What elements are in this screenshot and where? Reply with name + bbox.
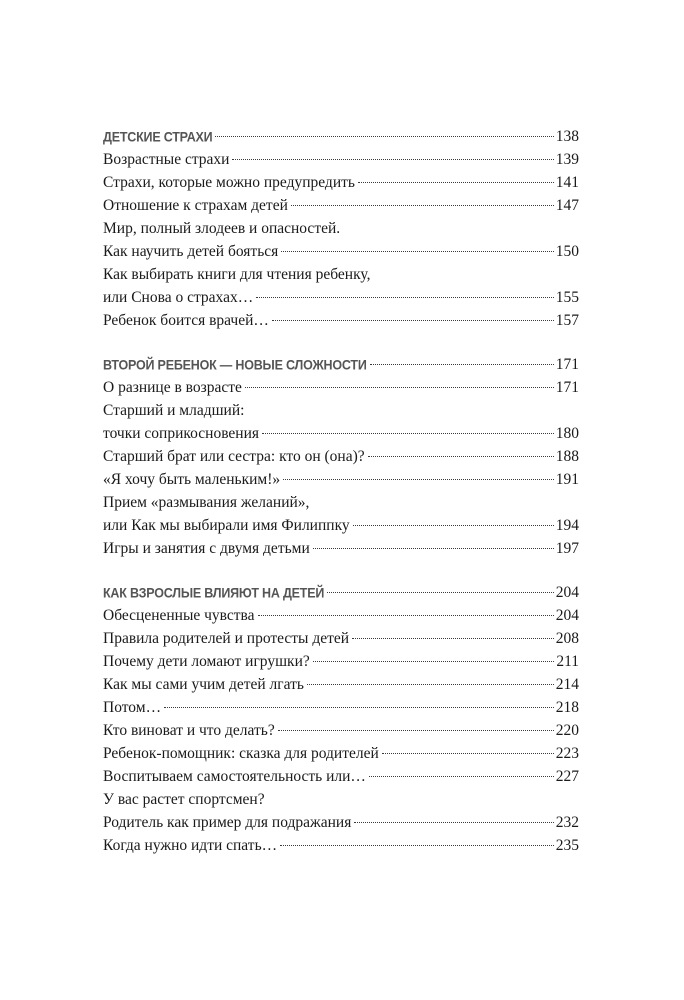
toc-title: «Я хочу быть маленьким!»	[103, 471, 281, 488]
toc-page-number: 204	[555, 607, 579, 624]
toc-page-number: 157	[555, 312, 579, 329]
toc-title: Отношение к страхам детей	[103, 197, 288, 214]
toc-title: Ребенок боится врачей…	[103, 312, 269, 329]
toc-title: КАК ВЗРОСЛЫЕ ВЛИЯЮТ НА ДЕТЕЙ	[103, 585, 325, 601]
toc-title: Игры и занятия с двумя детьми	[103, 540, 310, 557]
dot-leader	[370, 364, 554, 365]
dot-leader	[352, 638, 554, 639]
toc-title: Ребенок-помощник: сказка для родителей	[103, 745, 379, 762]
dot-leader	[327, 592, 554, 593]
toc-title: Обесцененные чувства	[103, 607, 255, 624]
table-of-contents	[103, 125, 579, 878]
toc-title: или Как мы выбирали имя Филиппку	[103, 517, 350, 534]
dot-leader	[281, 251, 553, 252]
toc-title: Когда нужно идти спать…	[103, 837, 278, 854]
toc-section-heading	[103, 581, 579, 604]
toc-page-number: 223	[555, 745, 579, 762]
toc-section	[103, 353, 579, 560]
dot-leader	[258, 615, 554, 616]
toc-page-number: 138	[555, 128, 579, 145]
dot-leader	[368, 456, 554, 457]
dot-leader	[354, 822, 553, 823]
toc-page-number: 194	[555, 517, 579, 534]
toc-entry	[103, 263, 579, 286]
toc-entry	[103, 445, 579, 468]
toc-page-number: 147	[555, 197, 579, 214]
toc-title: Родитель как пример для подражания	[103, 814, 352, 831]
toc-entry	[103, 286, 579, 309]
toc-title: Потом…	[103, 699, 162, 716]
dot-leader	[272, 320, 554, 321]
toc-entry	[103, 217, 579, 240]
dot-leader	[256, 297, 554, 298]
dot-leader	[232, 159, 553, 160]
toc-title: Как мы сами учим детей лгать	[103, 676, 304, 693]
toc-page-number: 208	[555, 630, 579, 647]
toc-title: Старший брат или сестра: кто он (она)?	[103, 448, 365, 465]
toc-entry	[103, 537, 579, 560]
toc-section-heading	[103, 353, 579, 376]
toc-entry	[103, 240, 579, 263]
toc-page-number: 171	[555, 356, 579, 373]
toc-entry	[103, 650, 579, 673]
toc-title: Кто виноват и что делать?	[103, 722, 275, 739]
toc-entry	[103, 468, 579, 491]
toc-entry	[103, 148, 579, 171]
toc-entry	[103, 742, 579, 765]
toc-entry	[103, 811, 579, 834]
toc-page-number: 235	[555, 837, 579, 854]
toc-page-number: 150	[555, 243, 579, 260]
toc-page-number: 171	[555, 379, 579, 396]
toc-section	[103, 125, 579, 332]
toc-entry	[103, 194, 579, 217]
toc-entry	[103, 788, 579, 811]
toc-entry	[103, 491, 579, 514]
toc-title: ДЕТСКИЕ СТРАХИ	[103, 129, 213, 145]
toc-entry	[103, 765, 579, 788]
toc-entry	[103, 673, 579, 696]
toc-title: Мир, полный злодеев и опасностей.	[103, 220, 341, 237]
toc-page-number: 211	[556, 653, 579, 670]
dot-leader	[353, 525, 554, 526]
toc-page-number: 214	[555, 676, 579, 693]
toc-title: Как выбирать книги для чтения ребенку,	[103, 266, 371, 283]
toc-page-number: 220	[555, 722, 579, 739]
dot-leader	[291, 205, 554, 206]
toc-title: У вас растет спортсмен?	[103, 791, 265, 808]
toc-page-number: 227	[555, 768, 579, 785]
toc-section-heading	[103, 125, 579, 148]
toc-title: Старший и младший:	[103, 402, 245, 419]
dot-leader	[262, 433, 554, 434]
toc-page-number: 197	[555, 540, 579, 557]
toc-title: точки соприкосновения	[103, 425, 260, 442]
toc-entry	[103, 719, 579, 742]
toc-title: Страхи, которые можно предупредить	[103, 174, 355, 191]
dot-leader	[313, 548, 554, 549]
toc-page-number: 141	[555, 174, 579, 191]
toc-entry	[103, 696, 579, 719]
toc-title: Почему дети ломают игрушки?	[103, 653, 310, 670]
dot-leader	[369, 776, 554, 777]
toc-page-number: 155	[555, 289, 579, 306]
toc-page-number: 191	[555, 471, 579, 488]
toc-title: Как научить детей бояться	[103, 243, 279, 260]
dot-leader	[283, 479, 554, 480]
dot-leader	[215, 136, 553, 137]
toc-page-number: 139	[555, 151, 579, 168]
toc-title: Возрастные страхи	[103, 151, 230, 168]
toc-title: ВТОРОЙ РЕБЕНОК — НОВЫЕ СЛОЖНОСТИ	[103, 357, 367, 373]
toc-entry	[103, 514, 579, 537]
toc-entry	[103, 627, 579, 650]
dot-leader	[280, 845, 554, 846]
toc-title: или Снова о страхах…	[103, 289, 254, 306]
toc-entry	[103, 399, 579, 422]
toc-title: О разнице в возрасте	[103, 379, 242, 396]
toc-page-number: 204	[555, 584, 579, 601]
toc-entry	[103, 604, 579, 627]
toc-title: Правила родителей и протесты детей	[103, 630, 350, 647]
dot-leader	[307, 684, 554, 685]
toc-page-number: 188	[555, 448, 579, 465]
toc-entry	[103, 171, 579, 194]
toc-entry	[103, 309, 579, 332]
toc-page-number: 218	[555, 699, 579, 716]
toc-entry	[103, 376, 579, 399]
dot-leader	[382, 753, 554, 754]
dot-leader	[313, 661, 555, 662]
toc-entry	[103, 834, 579, 857]
toc-section	[103, 581, 579, 857]
dot-leader	[164, 707, 554, 708]
toc-page-number: 180	[555, 425, 579, 442]
toc-title: Прием «размывания желаний»,	[103, 494, 310, 511]
dot-leader	[278, 730, 554, 731]
dot-leader	[245, 387, 554, 388]
dot-leader	[358, 182, 554, 183]
toc-title: Воспитываем самостоятельность или…	[103, 768, 366, 785]
toc-page-number: 232	[555, 814, 579, 831]
toc-entry	[103, 422, 579, 445]
